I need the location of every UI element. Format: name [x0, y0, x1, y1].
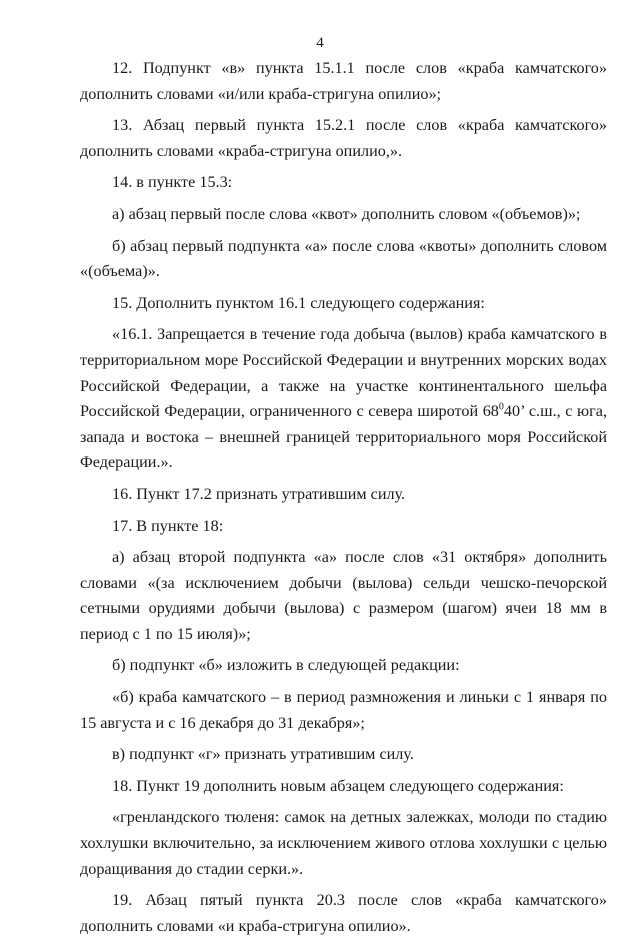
quote-text-start: «16.1. Запрещается в течение года добыча (вылов) краба камчатского в территориальном море Российской Федерации и внутренних морских водах Российской Федерации, а также на участке континентального шельфа Российской Федерации, ограниченного с севера широтой 68 — [80, 325, 607, 421]
paragraph-item-14: 14. в пункте 15.3: — [112, 173, 233, 192]
paragraph-item-16: 16. Пункт 17.2 признать утратившим силу. — [112, 484, 406, 503]
paragraph-item-15: 15. Дополнить пунктом 16.1 следующего содержания: — [112, 293, 485, 312]
paragraph-item-13: 13. Абзац первый пункта 15.2.1 после слов «краба камчатского» дополнить словами «краба-стригуна опилио,». — [80, 116, 607, 160]
paragraph-item-17v: в) подпункт «г» признать утратившим силу. — [112, 745, 414, 764]
quote-text-end: 40’ с.ш., с юга, запада и востока – внешней границей территориального моря Российской Федерации.». — [80, 402, 607, 472]
page-number: 4 — [316, 35, 324, 51]
paragraph-item-19: 19. Абзац пятый пункта 20.3 после слов «краба камчатского» дополнить словами «и краба-стригуна опилио». — [80, 891, 607, 935]
paragraph-item-16-1-quote — [80, 322, 607, 476]
paragraph-item-17: 17. В пункте 18: — [112, 516, 224, 535]
paragraph-item-18-quote: «гренландского тюленя: самок на детных залежках, молоди по стадию хохлушки включительно, за исключением живого отлова хохлушки с целью доращивания до стадии серки.». — [80, 808, 607, 878]
paragraph-item-18: 18. Пункт 19 дополнить новым абзацем следующего содержания: — [112, 776, 564, 795]
paragraph-item-12: 12. Подпункт «в» пункта 15.1.1 после слов «краба камчатского» дополнить словами «и/или краба-стригуна опилио»; — [80, 59, 607, 103]
paragraph-item-17b: б) подпункт «б» изложить в следующей редакции: — [112, 656, 460, 675]
degree-superscript: 0 — [498, 401, 504, 413]
paragraph-item-17b-quote: «б) краба камчатского – в период размножения и линьки с 1 января по 15 августа и с 16 декабря до 31 декабря»; — [80, 688, 607, 732]
paragraph-item-14b: б) абзац первый подпункта «а» после слова «квоты» дополнить словом «(объема)». — [80, 236, 607, 281]
paragraph-item-14a: а) абзац первый после слова «квот» дополнить словом «(объемов)»; — [112, 204, 581, 223]
document-body — [80, 56, 607, 939]
paragraph-item-17a: а) абзац второй подпункта «а» после слов «31 октября» дополнить словами «(за исключением добычи (вылова) сельди чешско-печорской сетными орудиями добычи (вылова) с размером (шагом) ячеи 18 мм в период с 1 по 15 июля)»; — [80, 548, 607, 643]
